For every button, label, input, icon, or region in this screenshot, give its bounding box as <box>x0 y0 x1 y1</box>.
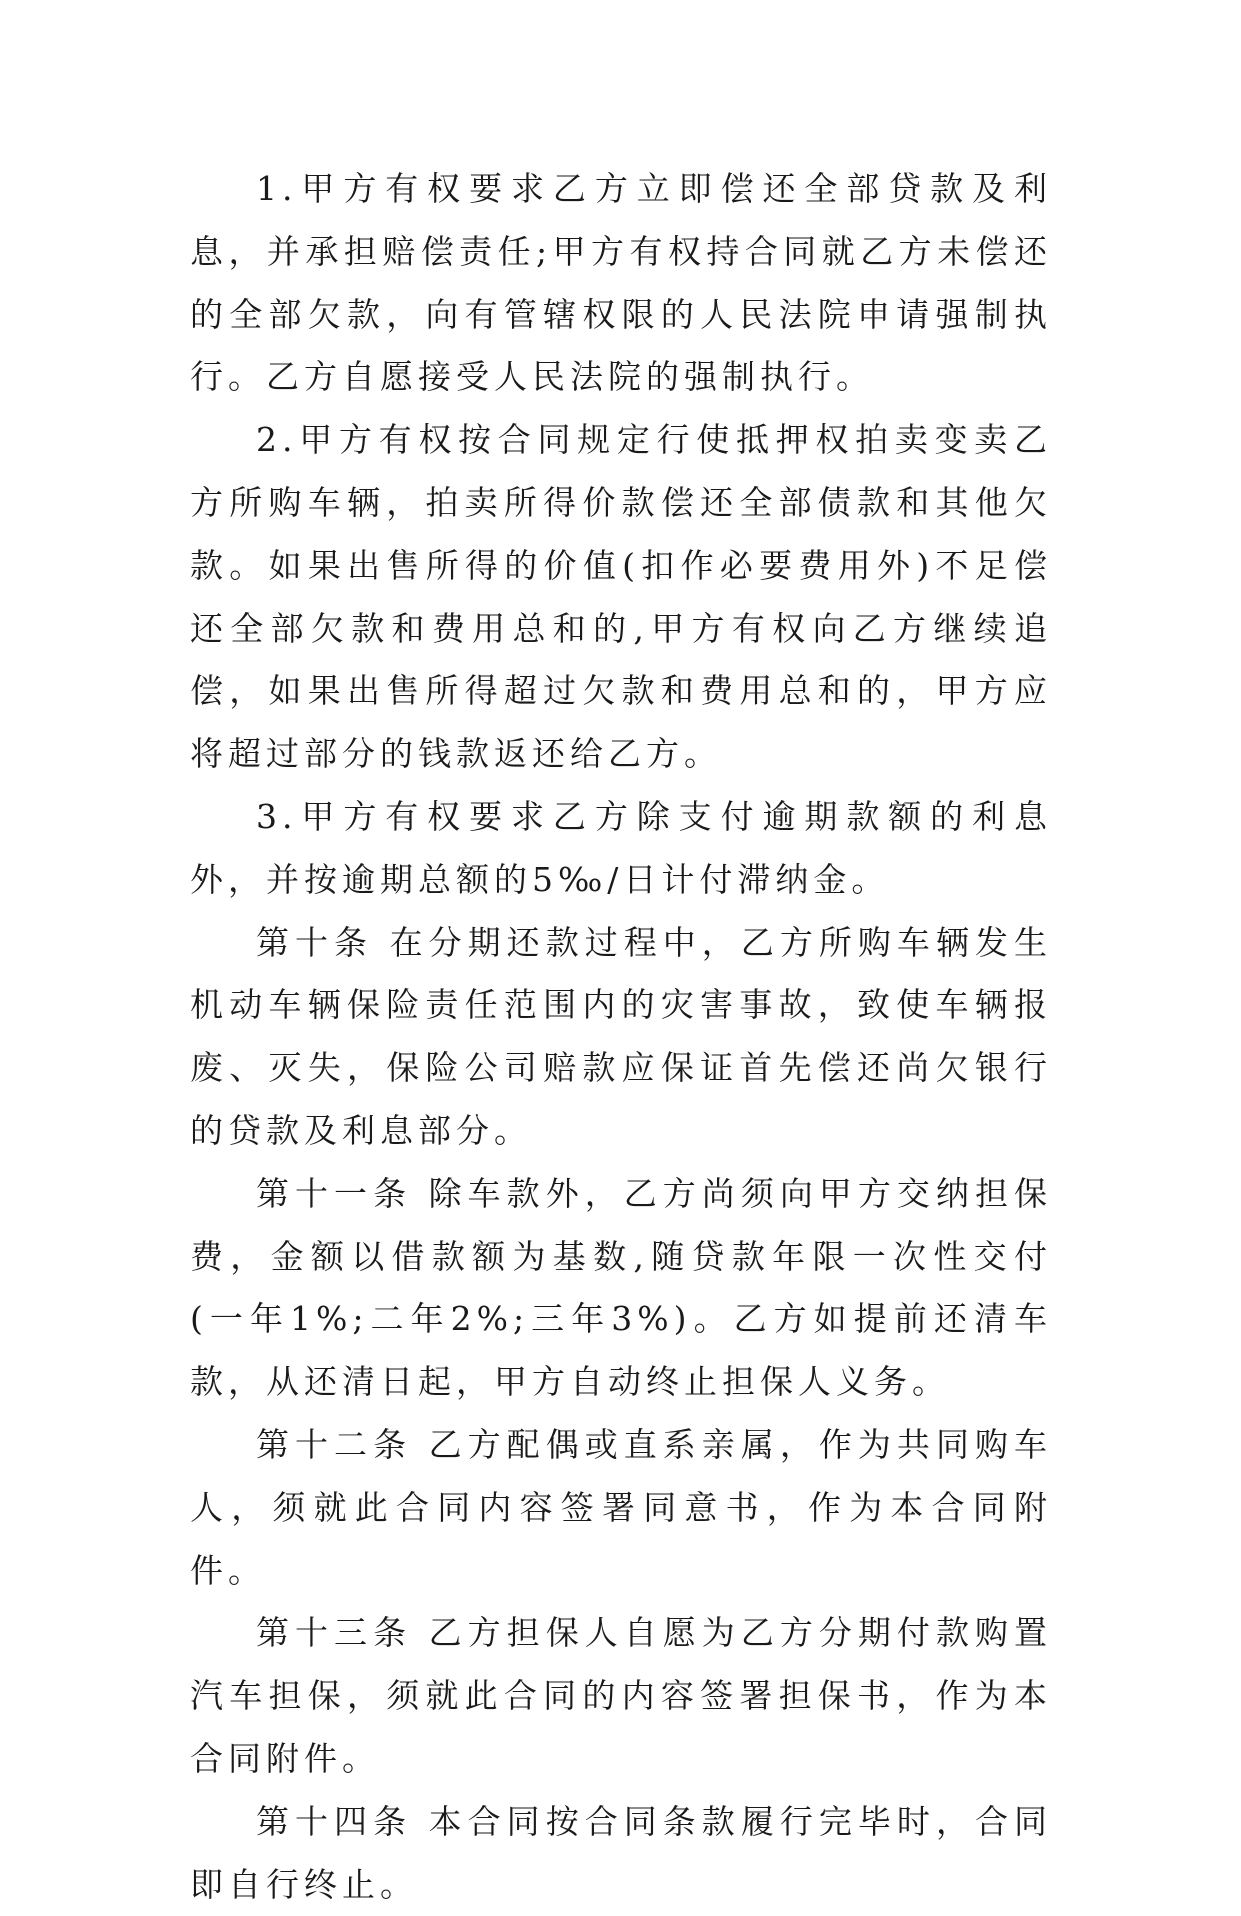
clause-paragraph: 1.甲方有权要求乙方立即偿还全部贷款及利息，并承担赔偿责任;甲方有权持合同就乙方未偿还的全部欠款，向有管辖权限的人民法院申请强制执行。乙方自愿接受人民法院的强制执行。 <box>190 169 1052 397</box>
article-thirteen: 第十三条 乙方担保人自愿为乙方分期付款购置汽车担保，须就此合同的内容签署担保书，作为本合同附件。 <box>190 1613 1052 1778</box>
article-ten: 第十条 在分期还款过程中，乙方所购车辆发生机动车辆保险责任范围内的灾害事故，致使车辆报废、灭失，保险公司赔款应保证首先偿还尚欠银行的贷款及利息部分。 <box>190 922 1052 1150</box>
clause-paragraph: 2.甲方有权按合同规定行使抵押权拍卖变卖乙方所购车辆，拍卖所得价款偿还全部债款和其他欠款。如果出售所得的价值(扣作必要费用外)不足偿还全部欠款和费用总和的,甲方有权向乙方继续追偿，如果出售所得超过欠款和费用总和的，甲方应将超过部分的钱款返还给乙方。 <box>190 420 1052 774</box>
contract-body <box>190 158 1052 1916</box>
article-fourteen: 第十四条 本合同按合同条款履行完毕时，合同即自行终止。 <box>190 1801 1052 1904</box>
article-twelve: 第十二条 乙方配偶或直系亲属，作为共同购车人，须就此合同内容签署同意书，作为本合同附件。 <box>190 1424 1052 1590</box>
clause-paragraph: 3.甲方有权要求乙方除支付逾期款额的利息外，并按逾期总额的5‰/日计付滞纳金。 <box>190 796 1052 899</box>
article-eleven: 第十一条 除车款外，乙方尚须向甲方交纳担保费，金额以借款额为基数,随贷款年限一次性交付(一年1%;二年2%;三年3%)。乙方如提前还清车款，从还清日起，甲方自动终止担保人义务。 <box>190 1173 1052 1402</box>
